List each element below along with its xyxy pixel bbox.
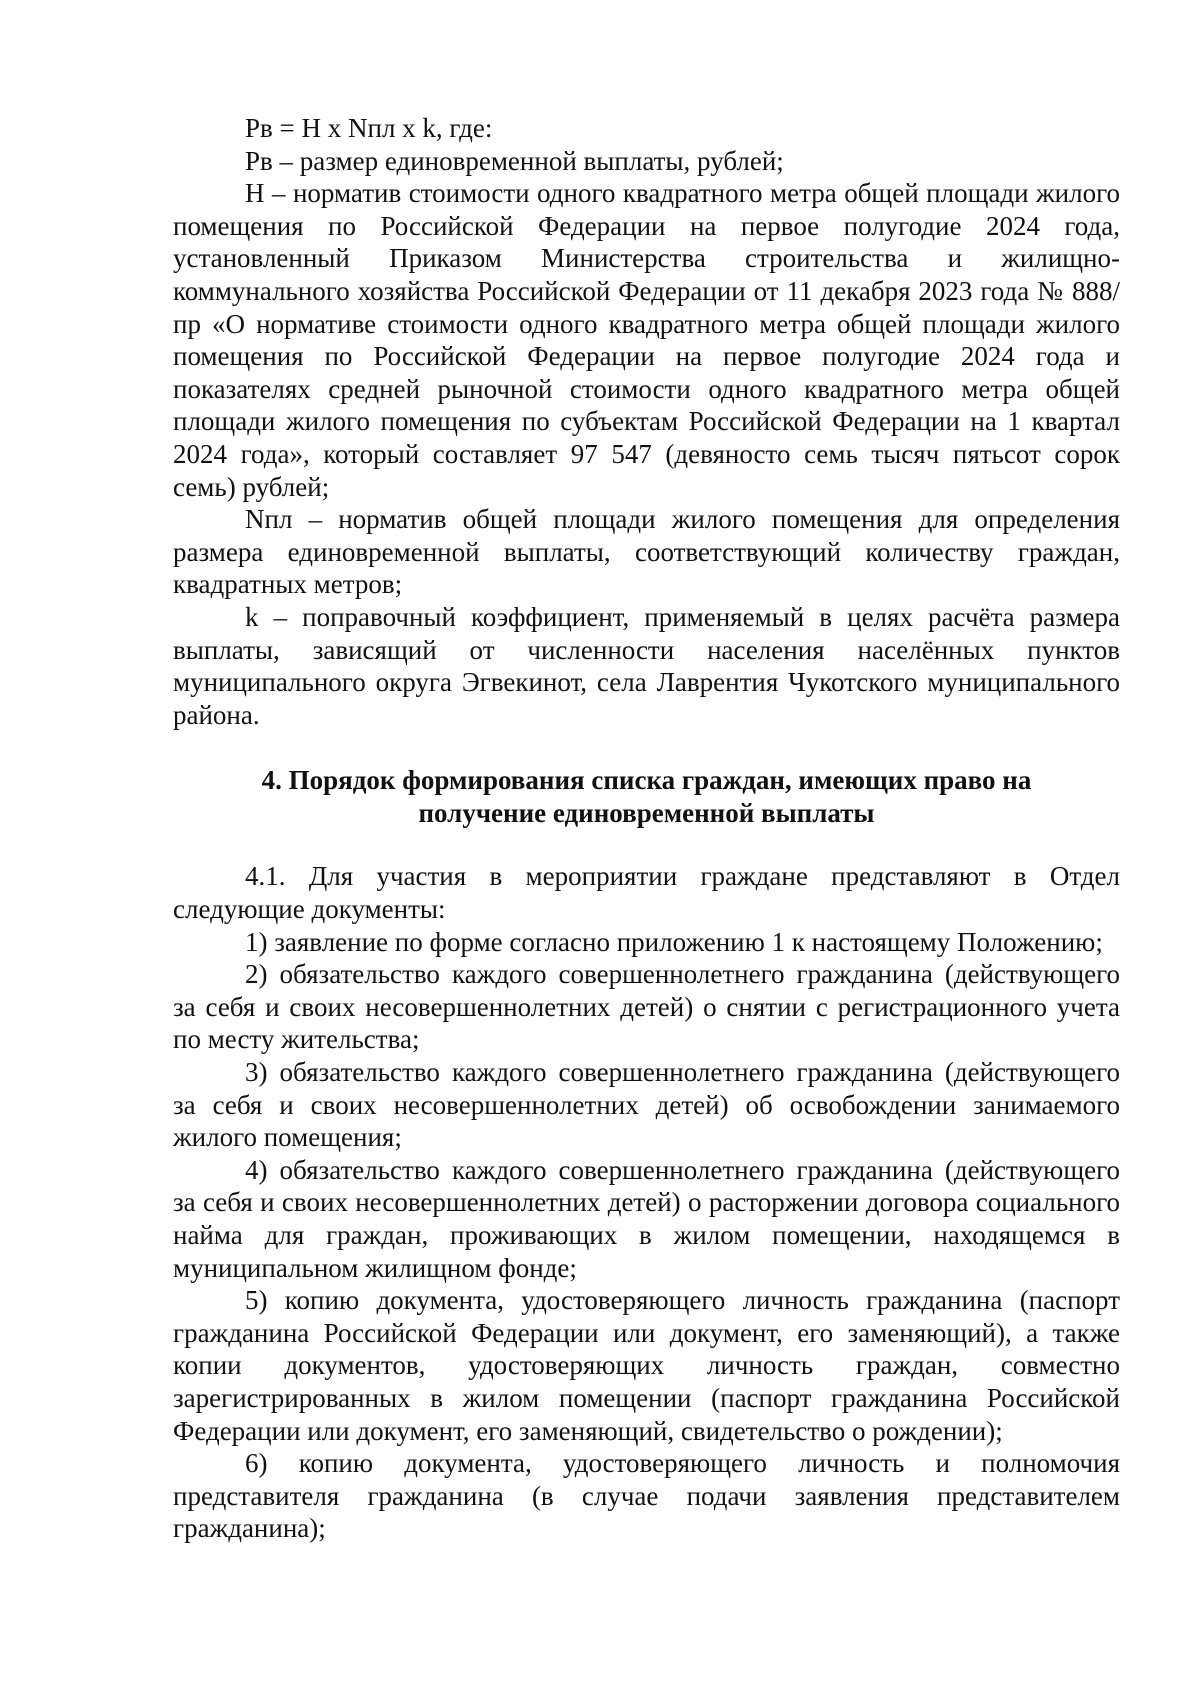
definition-rv: Рв – размер единовременной выплаты, рублей;: [245, 145, 784, 176]
spacer: [173, 829, 1120, 860]
definition-k: k – поправочный коэффициент, применяемый в целях расчёта размера выплаты, зависящий от численности населения населённых пунктов муниципального округа Эгвекинот, села Лаврентия Чукотского муниципального района.: [173, 601, 1120, 730]
list-item: 6) копию документа, удостоверяющего личность и полномочия представителя гражданина (в случае подачи заявления представителем гражданина);: [173, 1448, 1120, 1544]
section-heading-line-1: 4. Порядок формирования списка граждан, имеющих право на: [261, 765, 1032, 796]
section-intro: 4.1. Для участия в мероприятии граждане представляют в Отдел следующие документы:: [173, 861, 1120, 925]
section-heading-line-2: получение единовременной выплаты: [418, 797, 875, 828]
list-item: 4) обязательство каждого совершеннолетнего гражданина (действующего за себя и своих несовершеннолетних детей) о расторжении договора социального найма для граждан, проживающих в жилом помещении, находящемся в муниципальном жилищном фонде;: [173, 1154, 1120, 1283]
list-item: 2) обязательство каждого совершеннолетнего гражданина (действующего за себя и своих несовершеннолетних детей) о снятии с регистрационного учета по месту жительства;: [173, 959, 1120, 1055]
list-item: 5) копию документа, удостоверяющего личность гражданина (паспорт гражданина Российской Федерации или документ, его заменяющий), а также копии документов, удостоверяющих личность граждан, совместно зарегистрированных в жилом помещении (паспорт гражданина Российской Федерации или документ, его заменяющий, свидетельство о рождении);: [173, 1285, 1120, 1446]
document-page: [173, 112, 1120, 1545]
list-item: 3) обязательство каждого совершеннолетнего гражданина (действующего за себя и своих несовершеннолетних детей) об освобождении занимаемого жилого помещения;: [173, 1057, 1120, 1153]
definition-n: Н – норматив стоимости одного квадратного метра общей площади жилого помещения по Российской Федерации на первое полугодие 2024 года, установленный Приказом Министерства строительства и жилищно-коммунального хозяйства Российской Федерации от 11 декабря 2023 года № 888/пр «О нормативе стоимости одного квадратного метра общей площади жилого помещения по Российской Федерации на первое полугодие 2024 года и показателях средней рыночной стоимости одного квадратного метра общей площади жилого помещения по субъектам Российской Федерации на 1 квартал 2024 года», который составляет 97 547 (девяносто семь тысяч пятьсот сорок семь) рублей;: [173, 178, 1120, 502]
section-heading: [173, 764, 1120, 829]
spacer: [173, 731, 1120, 764]
list-item: 1) заявление по форме согласно приложению 1 к настоящему Положению;: [245, 926, 1103, 957]
formula-line: Рв = Н х Nпл х k, где:: [245, 113, 493, 143]
definition-npl: Nпл – норматив общей площади жилого помещения для определения размера единовременной выплаты, соответствующий количеству граждан, квадратных метров;: [173, 504, 1120, 600]
